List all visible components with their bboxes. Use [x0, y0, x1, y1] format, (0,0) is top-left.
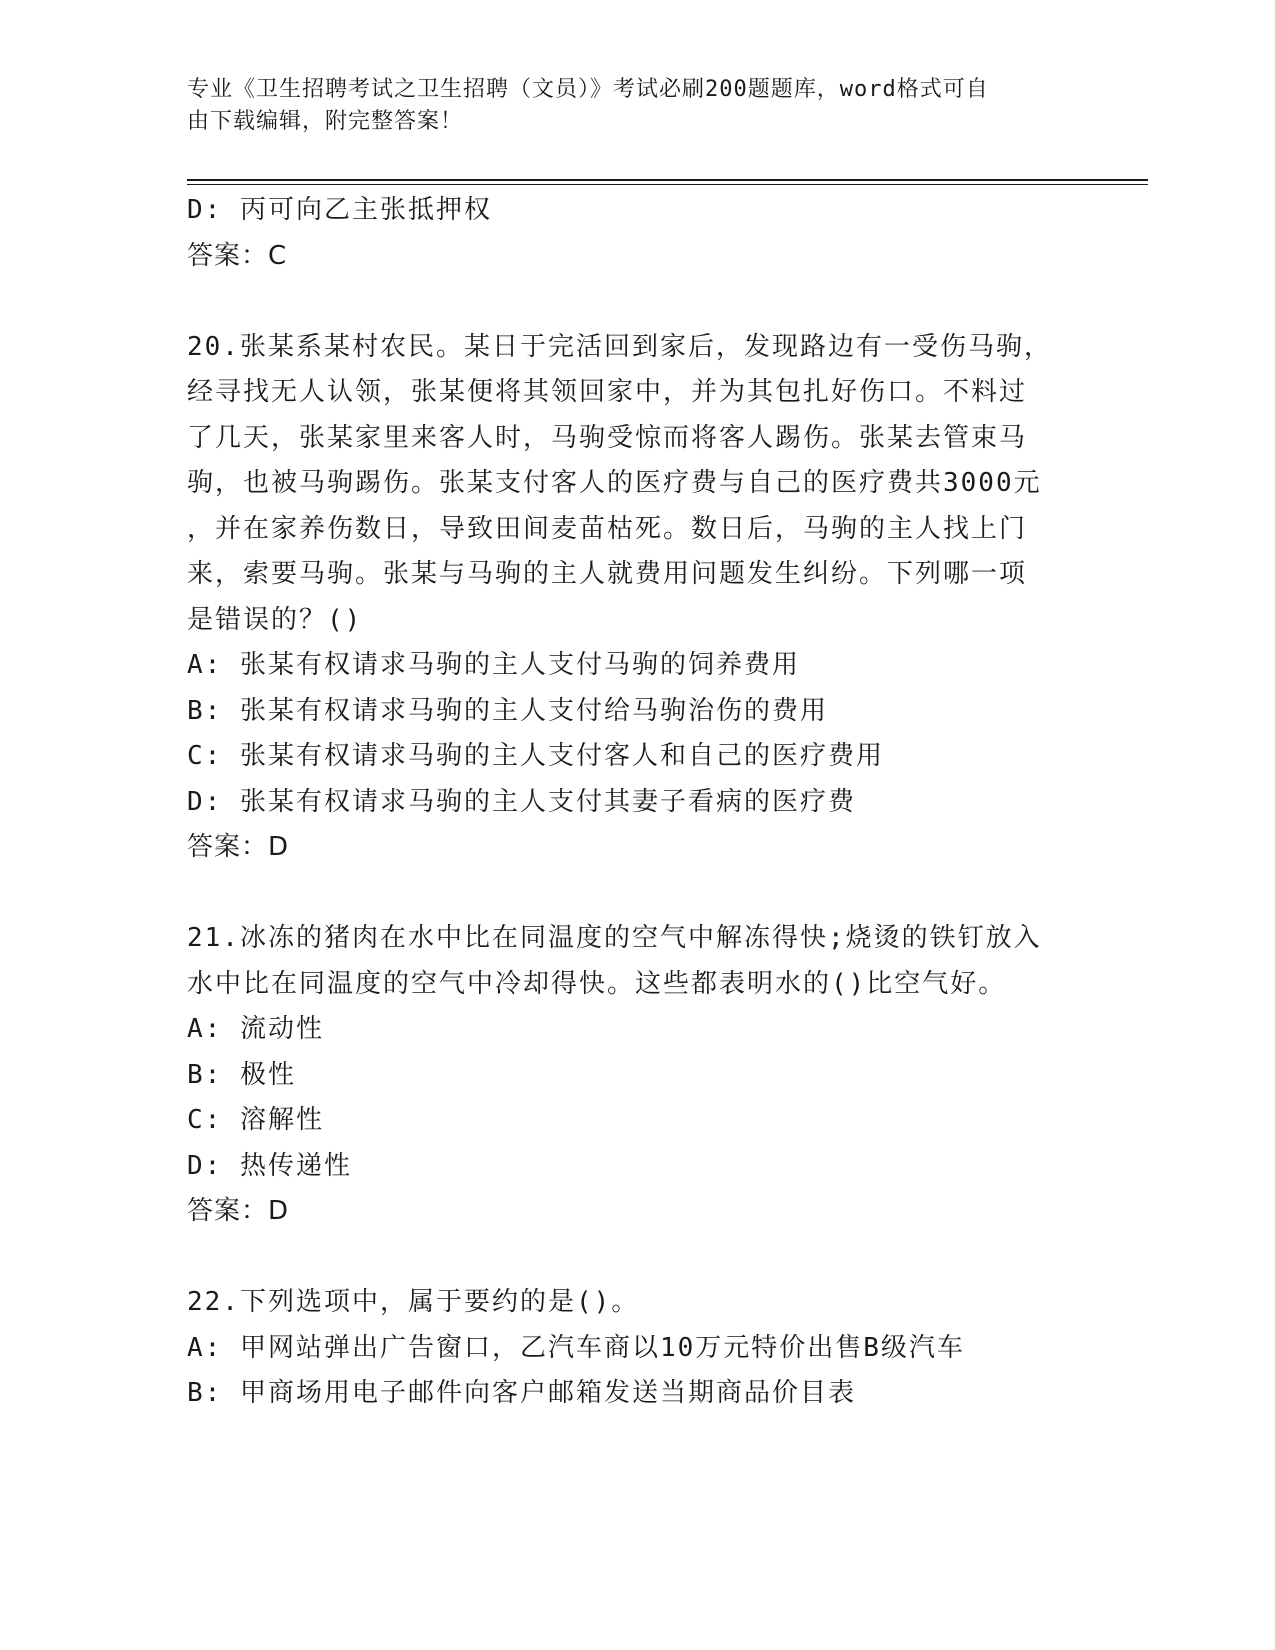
header-line-1: 专业《卫生招聘考试之卫生招聘（文员）》考试必刷200题题库，word格式可自 — [187, 77, 989, 102]
header-line-2: 由下载编辑，附完整答案！ — [187, 109, 464, 134]
option-b: B: 甲商场用电子邮件向客户邮箱发送当期商品价目表 — [187, 1378, 856, 1408]
question-22 — [187, 1280, 1087, 1417]
spacer — [187, 871, 1087, 917]
option-a: A: 张某有权请求马驹的主人支付马驹的饲养费用 — [187, 650, 800, 680]
previous-question-tail — [187, 188, 1087, 279]
header-divider-thick — [187, 179, 1148, 181]
question-text-line: 水中比在同温度的空气中冷却得快。这些都表明水的()比空气好。 — [187, 968, 1007, 999]
question-20 — [187, 325, 1087, 871]
option-c: C: 溶解性 — [187, 1105, 324, 1135]
option-b: B: 张某有权请求马驹的主人支付给马驹治伤的费用 — [187, 695, 828, 726]
question-text-line: 经寻找无人认领，张某便将其领回家中，并为其包扎好伤口。不料过 — [187, 377, 1028, 407]
option-d: D: 热传递性 — [187, 1150, 352, 1181]
answer-line: 答案：D — [187, 832, 290, 862]
option-a: A: 甲网站弹出广告窗口，乙汽车商以10万元特价出售B级汽车 — [187, 1332, 965, 1363]
header-divider-thin — [187, 184, 1148, 185]
question-text-line: 20.张某系某村农民。某日于完活回到家后，发现路边有一受伤马驹， — [187, 331, 1052, 362]
question-21 — [187, 916, 1087, 1235]
option-b: B: 极性 — [187, 1059, 296, 1090]
option-c: C: 张某有权请求马驹的主人支付客人和自己的医疗费用 — [187, 741, 884, 771]
document-header — [187, 74, 1087, 138]
question-text-line: 21.冰冻的猪肉在水中比在同温度的空气中解冻得快;烧烫的铁钉放入 — [187, 923, 1042, 953]
option-d: D: 丙可向乙主张抵押权 — [187, 195, 492, 225]
spacer — [187, 279, 1087, 325]
question-text-line: 来，索要马驹。张某与马驹的主人就费用问题发生纠纷。下列哪一项 — [187, 559, 1028, 589]
question-text-line: ，并在家养伤数日，导致田间麦苗枯死。数日后，马驹的主人找上门 — [187, 513, 1028, 544]
question-text-line: 了几天，张某家里来客人时，马驹受惊而将客人踢伤。张某去管束马 — [187, 422, 1028, 453]
question-text-line: 驹，也被马驹踢伤。张某支付客人的医疗费与自己的医疗费共3000元 — [187, 468, 1042, 498]
answer-line: 答案：C — [187, 240, 288, 271]
question-text-line: 22.下列选项中，属于要约的是()。 — [187, 1287, 640, 1317]
option-d: D: 张某有权请求马驹的主人支付其妻子看病的医疗费 — [187, 786, 856, 817]
document-body — [187, 188, 1087, 1417]
option-a: A: 流动性 — [187, 1014, 324, 1044]
answer-line: 答案：D — [187, 1196, 290, 1226]
spacer — [187, 1235, 1087, 1281]
question-text-line: 是错误的？() — [187, 604, 363, 635]
